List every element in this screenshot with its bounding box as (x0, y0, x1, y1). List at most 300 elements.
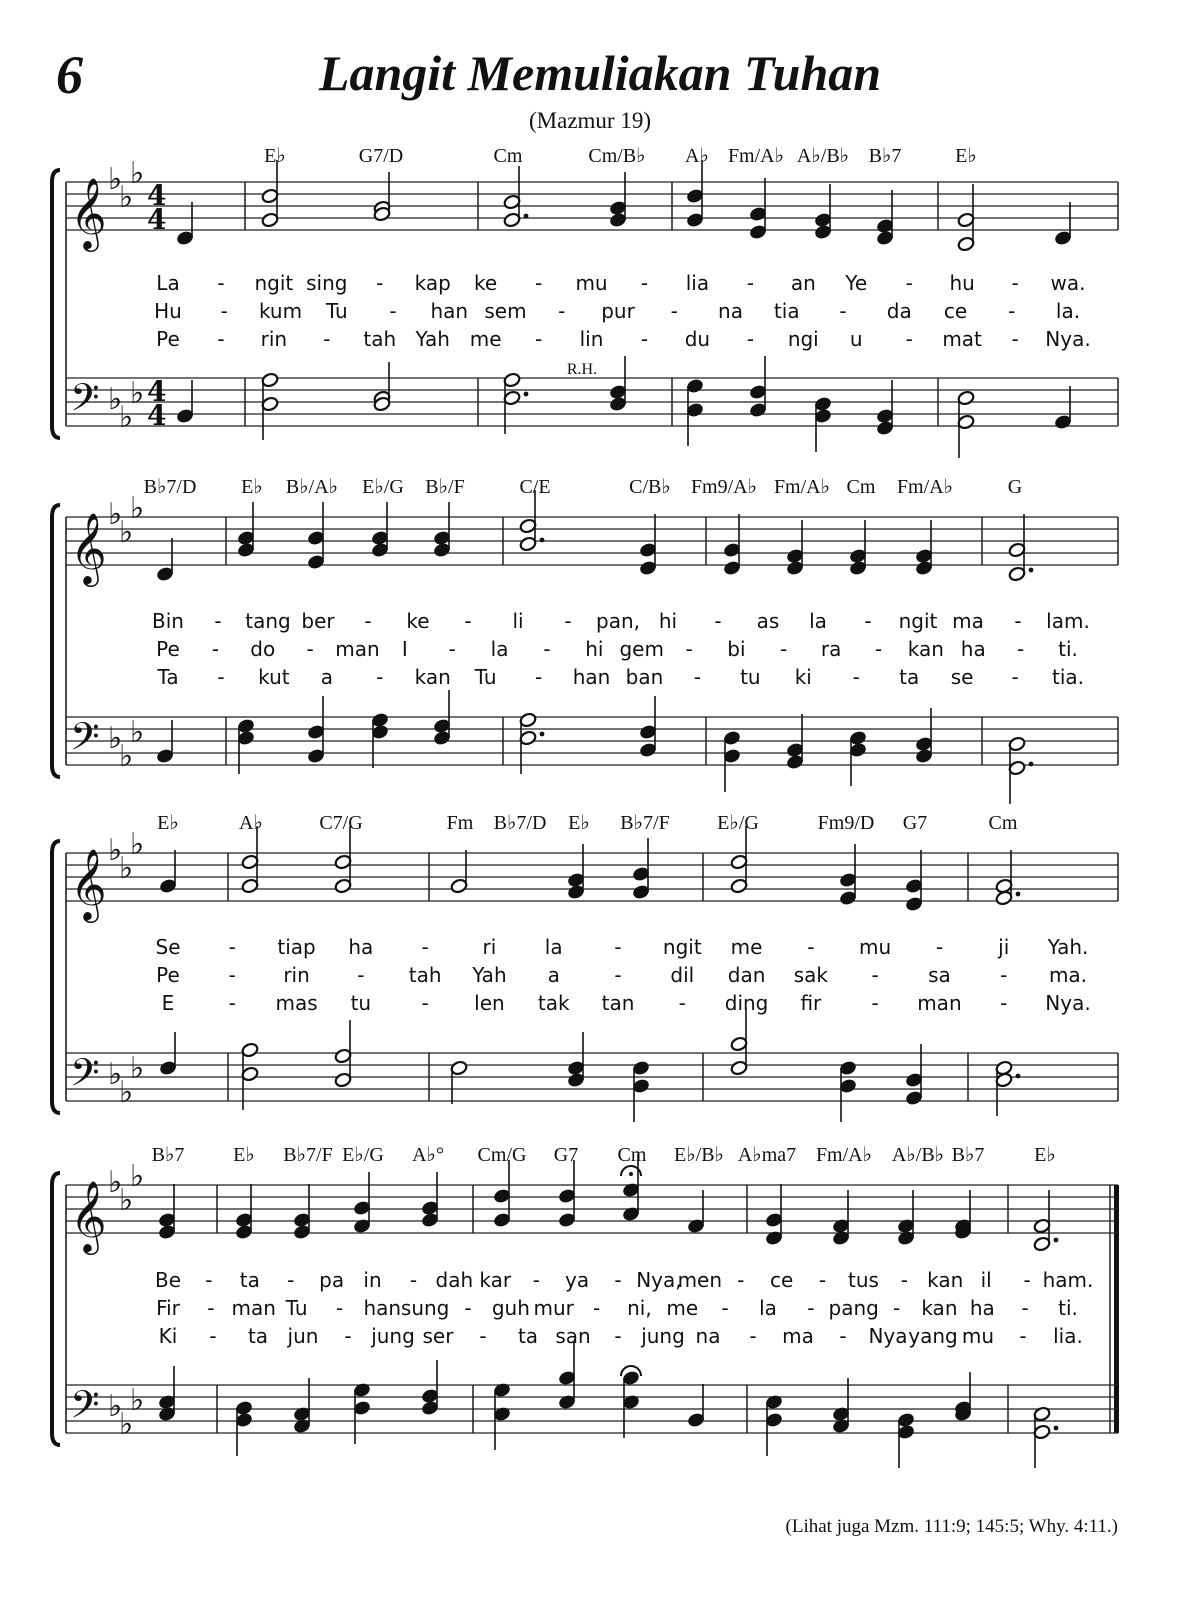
syllable-hyphen: - (892, 1296, 901, 1320)
chord-symbol: E♭/G (717, 812, 759, 834)
flat-icon: ♭ (108, 721, 123, 756)
lyric-syllable: hu (949, 271, 975, 295)
syllable-hyphen: - (714, 609, 722, 633)
syllable-hyphen: - (874, 637, 883, 661)
flat-icon: ♭ (119, 1407, 134, 1442)
bass-staff-2 (66, 690, 1118, 804)
syllable-hyphen: - (534, 327, 543, 351)
flat-icon: ♭ (108, 162, 123, 197)
dot (540, 732, 545, 737)
lyric-syllable: jung (641, 1324, 685, 1348)
lyric-syllable: mas (275, 991, 318, 1015)
chord-symbol: Cm/B♭ (588, 145, 646, 167)
flat-icon: ♭ (108, 382, 123, 417)
lyric-syllable: wa. (1050, 271, 1086, 295)
lyric-syllable: tu (350, 991, 372, 1015)
lyric-syllable: ta (239, 1268, 260, 1292)
syllable-hyphen: - (306, 637, 314, 661)
lyric-syllable: jung (371, 1324, 415, 1348)
chord-symbol: Fm/A♭ (896, 476, 954, 498)
system-bracket (52, 841, 60, 1113)
syllable-hyphen: - (864, 609, 872, 633)
syllable-hyphen: - (323, 327, 331, 351)
chord-symbol: C7/G (319, 812, 363, 834)
syllable-hyphen: - (905, 327, 913, 351)
syllable-hyphen: - (900, 1268, 908, 1292)
syllable-hyphen: - (614, 963, 622, 987)
chord-symbol: B♭7/F (283, 1144, 333, 1166)
syllable-hyphen: - (737, 1268, 745, 1292)
chord-symbol: Fm9/A♭ (690, 476, 758, 498)
chord-symbol: E♭ (241, 476, 263, 498)
lyric-syllable: na (695, 1324, 721, 1348)
lyric-syllable: pang (828, 1296, 879, 1320)
chord-symbol: B♭7 (951, 1144, 985, 1166)
lyric-syllable: tus (847, 1268, 879, 1292)
system-4 (52, 1144, 1119, 1445)
lyrics-verse-1 (155, 1268, 1093, 1292)
lyric-syllable: man (917, 991, 962, 1015)
lyric-syllable: men (677, 1268, 723, 1292)
lyrics-verse-3 (156, 665, 1084, 689)
lyrics-verse-1 (156, 935, 1089, 959)
chord-symbol: Fm/A♭ (815, 1144, 873, 1166)
chord-symbol: E♭ (233, 1144, 255, 1166)
chord-symbol: B♭/A♭ (285, 476, 339, 498)
lyric-syllable: la (544, 935, 563, 959)
treble-clef-icon: 𝄞 (70, 847, 107, 920)
dot (1029, 762, 1034, 767)
chord-symbol: B♭/F (425, 476, 465, 498)
lyric-syllable: ce (769, 1268, 794, 1292)
lyric-syllable: bi (727, 637, 746, 661)
syllable-hyphen: - (1000, 963, 1008, 987)
chord-symbol: G (1007, 476, 1023, 498)
syllable-hyphen: - (344, 1324, 352, 1348)
chord-symbol: A♭ (685, 145, 709, 167)
lyric-syllable: I (401, 637, 408, 661)
treble-clef-icon: 𝄞 (70, 511, 107, 584)
chord-symbol: E♭ (568, 812, 590, 834)
lyric-syllable: kan (414, 665, 451, 689)
lyric-syllable: ham. (1042, 1268, 1094, 1292)
treble-staff-4 (66, 1154, 1118, 1255)
fermata-dot (629, 1372, 633, 1376)
lyric-syllable: li (512, 609, 524, 633)
hymn-subtitle: (Mazmur 19) (529, 108, 651, 133)
flat-icon: ♭ (119, 180, 134, 215)
lyric-syllable: dan (727, 963, 766, 987)
lyric-syllable: Be (154, 1268, 182, 1292)
lyric-syllable: tan (601, 991, 635, 1015)
dot (1016, 1074, 1021, 1079)
lyric-syllable: tia (773, 299, 800, 323)
lyric-syllable: Bin (152, 609, 184, 633)
lyrics-verse-1 (152, 609, 1090, 633)
syllable-hyphen: - (220, 299, 228, 323)
syllable-hyphen: - (871, 991, 879, 1015)
lyric-syllable: do (250, 637, 276, 661)
lyric-syllable: Nya, (636, 1268, 682, 1292)
syllable-hyphen: - (1008, 299, 1016, 323)
lyric-syllable: ngit (898, 609, 938, 633)
lyric-syllable: lia. (1053, 1324, 1083, 1348)
flat-icon: ♭ (108, 497, 123, 532)
syllable-hyphen: - (721, 1296, 729, 1320)
system-2 (52, 476, 1118, 777)
lyric-syllable: as (756, 609, 780, 633)
syllable-hyphen: - (534, 665, 543, 689)
lyric-syllable: gem (619, 637, 664, 661)
lyric-syllable: Ye (845, 271, 868, 295)
syllable-hyphen: - (818, 1268, 827, 1292)
lyric-syllable: guh (491, 1296, 530, 1320)
chord-symbol: G7 (902, 812, 928, 834)
bass-staff-3 (66, 1008, 1118, 1122)
lyric-syllable: ra (820, 637, 842, 661)
lyric-syllable: ban (625, 665, 664, 689)
lyric-syllable: me (730, 935, 763, 959)
chord-symbol: E♭/G (342, 1144, 384, 1166)
lyric-syllable: Ki (158, 1324, 178, 1348)
syllable-hyphen: - (532, 1268, 540, 1292)
syllable-hyphen: - (1000, 991, 1008, 1015)
syllable-hyphen: - (217, 327, 225, 351)
flat-icon: ♭ (130, 827, 145, 862)
lyric-syllable: ji (998, 935, 1010, 959)
dot (524, 214, 529, 219)
bass-clef-icon: 𝄢 (70, 1382, 100, 1436)
dot (1054, 1238, 1059, 1243)
lyric-syllable: Se (155, 935, 181, 959)
syllable-hyphen: - (376, 665, 384, 689)
lyric-syllable: Hu (154, 299, 182, 323)
lyric-syllable: ber (301, 609, 335, 633)
syllable-hyphen: - (640, 271, 649, 295)
syllable-hyphen: - (614, 1268, 622, 1292)
syllable-hyphen: - (209, 1324, 217, 1348)
lyric-syllable: pan, (596, 609, 640, 633)
syllable-hyphen: - (614, 935, 622, 959)
dot (524, 392, 529, 397)
lyrics-verse-3 (159, 1324, 1083, 1348)
lyric-syllable: ta (247, 1324, 269, 1348)
lyric-syllable: dah (435, 1268, 474, 1292)
chord-symbol: Cm (617, 1144, 647, 1166)
chord-symbol: Fm (446, 812, 474, 834)
lyric-syllable: ha (960, 637, 986, 661)
syllable-hyphen: - (693, 665, 702, 689)
lyrics-verse-2 (156, 963, 1087, 987)
syllable-hyphen: - (335, 1296, 344, 1320)
syllable-hyphen: - (614, 1324, 622, 1348)
lyric-syllable: tu (740, 665, 761, 689)
lyric-syllable: ngi (787, 327, 819, 351)
lyric-syllable: han (572, 665, 611, 689)
chord-symbol: C/B♭ (629, 476, 671, 498)
system-bracket (52, 1173, 60, 1445)
lyric-syllable: han (363, 1296, 402, 1320)
syllable-hyphen: - (564, 609, 572, 633)
lyrics-verse-2 (154, 299, 1080, 323)
flat-icon: ♭ (119, 739, 134, 774)
lyric-syllable: in (363, 1268, 382, 1292)
lyric-syllable: mur (533, 1296, 574, 1320)
chord-symbol: E♭/B♭ (674, 1144, 724, 1166)
flat-icon: ♭ (130, 1159, 145, 1194)
syllable-hyphen: - (464, 1296, 472, 1320)
lyrics-verse-2 (156, 637, 1078, 661)
dot (1029, 568, 1034, 573)
lyric-syllable: ta (517, 1324, 539, 1348)
lyric-syllable: me (469, 327, 502, 351)
chord-symbol: B♭7/D (143, 476, 197, 498)
syllable-hyphen: - (543, 637, 551, 661)
hymn-title: Langit Memuliakan Tuhan (318, 45, 882, 101)
syllable-hyphen: - (807, 1296, 815, 1320)
syllable-hyphen: - (746, 271, 754, 295)
right-hand-marking: R.H. (566, 361, 598, 378)
syllable-hyphen: - (205, 1268, 213, 1292)
lyric-syllable: lin (579, 327, 604, 351)
lyric-syllable: u (849, 327, 863, 351)
syllable-hyphen: - (558, 299, 566, 323)
lyric-syllable: han (430, 299, 469, 323)
lyric-syllable: ya (565, 1268, 590, 1292)
syllable-hyphen: - (479, 1324, 487, 1348)
flat-icon: ♭ (130, 1051, 145, 1086)
lyric-syllable: Yah (415, 327, 450, 351)
chord-symbol: Fm/A♭ (773, 476, 831, 498)
lyric-syllable: ke (474, 271, 498, 295)
chord-symbol: B♭7 (151, 1144, 185, 1166)
lyric-syllable: tiap (277, 935, 316, 959)
chord-symbol: Cm (988, 812, 1018, 834)
lyric-syllable: Nya (868, 1324, 908, 1348)
lyric-syllable: ki (794, 665, 812, 689)
system-1 (52, 145, 1118, 438)
lyric-syllable: Nya. (1045, 991, 1091, 1015)
lyric-syllable: la (490, 637, 509, 661)
chord-symbol: A♭/B♭ (891, 1144, 945, 1166)
syllable-hyphen: - (807, 935, 815, 959)
chord-symbol: A♭ (239, 812, 263, 834)
flat-icon: ♭ (108, 1057, 123, 1092)
flat-icon: ♭ (119, 1183, 134, 1218)
time-signature-top: 4 (147, 375, 167, 408)
chord-symbol: B♭7/F (620, 812, 670, 834)
syllable-hyphen: - (905, 271, 913, 295)
system-3 (52, 812, 1118, 1113)
syllable-hyphen: - (448, 637, 456, 661)
lyric-syllable: Fir (156, 1296, 180, 1320)
lyric-syllable: a (320, 665, 333, 689)
syllable-hyphen: - (211, 637, 219, 661)
lyric-syllable: ding (724, 991, 769, 1015)
system-bracket (52, 505, 60, 777)
lyric-syllable: Nya. (1045, 327, 1091, 351)
flat-icon: ♭ (108, 1165, 123, 1200)
lyric-syllable: la (809, 609, 827, 633)
lyric-syllable: kar (479, 1268, 512, 1292)
lyric-syllable: se (950, 665, 974, 689)
lyric-syllable: me (666, 1296, 699, 1320)
chord-symbol: A♭/B♭ (796, 145, 850, 167)
lyric-syllable: mu (961, 1324, 995, 1348)
lyric-syllable: il (980, 1268, 992, 1292)
lyric-syllable: ma. (1048, 963, 1088, 987)
lyric-syllable: jun (287, 1324, 319, 1348)
lyric-syllable: ti. (1058, 1296, 1078, 1320)
flat-icon: ♭ (119, 1075, 134, 1110)
flat-icon: ♭ (130, 1383, 145, 1418)
lyric-syllable: ke (406, 609, 430, 633)
lyric-syllable: ser (422, 1324, 454, 1348)
lyric-syllable: an (790, 271, 816, 295)
lyric-syllable: mu (575, 271, 608, 295)
lyric-syllable: la (759, 1296, 777, 1320)
syllable-hyphen: - (421, 991, 429, 1015)
lyric-syllable: ta (899, 665, 920, 689)
lyric-syllable: a (547, 963, 560, 987)
chord-symbol: Cm (493, 145, 523, 167)
bass-clef-icon: 𝄢 (70, 714, 100, 768)
syllable-hyphen: - (214, 609, 222, 633)
syllable-hyphen: - (678, 991, 686, 1015)
lyric-syllable: lam. (1046, 609, 1090, 633)
lyric-syllable: Pe (156, 327, 180, 351)
syllable-hyphen: - (228, 935, 236, 959)
syllable-hyphen: - (207, 1296, 215, 1320)
syllable-hyphen: - (839, 1324, 847, 1348)
syllable-hyphen: - (217, 665, 225, 689)
flat-icon: ♭ (119, 400, 134, 435)
lyric-syllable: ngit (662, 935, 702, 959)
bass-staff-4 (66, 1342, 1118, 1468)
lyric-syllable: sing (306, 271, 348, 295)
lyric-syllable: san (555, 1324, 591, 1348)
syllable-hyphen: - (464, 609, 472, 633)
lyric-syllable: Tu (285, 1296, 308, 1320)
lyric-syllable: kut (258, 665, 290, 689)
lyric-syllable: ngit (254, 271, 294, 295)
chord-symbol: C/E (519, 476, 551, 498)
dot (1054, 1426, 1059, 1431)
lyric-syllable: fir (800, 991, 822, 1015)
lyric-syllable: tah (363, 327, 397, 351)
flat-icon: ♭ (130, 156, 145, 191)
lyric-syllable: ni, (627, 1296, 652, 1320)
lyric-syllable: rin (260, 327, 288, 351)
lyrics-verse-3 (156, 327, 1091, 351)
lyric-syllable: la. (1055, 299, 1081, 323)
lyric-syllable: sung (400, 1296, 450, 1320)
lyric-syllable: kap (414, 271, 451, 295)
flat-icon: ♭ (130, 376, 145, 411)
lyric-syllable: lia (685, 271, 710, 295)
lyric-syllable: Yah. (1047, 935, 1089, 959)
lyric-syllable: rin (283, 963, 310, 987)
chord-symbol: Cm/G (477, 1144, 527, 1166)
dot (1016, 892, 1021, 897)
syllable-hyphen: - (228, 991, 236, 1015)
lyric-syllable: tia. (1051, 665, 1085, 689)
flat-icon: ♭ (108, 1389, 123, 1424)
syllable-hyphen: - (364, 609, 372, 633)
chord-symbol: A♭ma7 (737, 1144, 797, 1166)
lyrics-verse-1 (156, 271, 1085, 295)
flat-icon: ♭ (108, 833, 123, 868)
chord-symbol: E♭/G (362, 476, 404, 498)
lyric-syllable: man (335, 637, 380, 661)
lyric-syllable: E (161, 991, 175, 1015)
syllable-hyphen: - (228, 963, 236, 987)
treble-clef-icon: 𝄞 (70, 176, 107, 249)
syllable-hyphen: - (1011, 665, 1019, 689)
lyric-syllable: len (474, 991, 505, 1015)
chord-symbol: Fm9/D (817, 812, 875, 834)
bass-clef-icon: 𝄢 (70, 375, 100, 429)
syllable-hyphen: - (1023, 1268, 1031, 1292)
lyric-syllable: hi (585, 637, 604, 661)
syllable-hyphen: - (287, 1268, 295, 1292)
lyric-syllable: tah (408, 963, 442, 987)
bass-clef-icon: 𝄢 (70, 1050, 100, 1104)
dot (540, 538, 545, 543)
hymn-number: 6 (56, 45, 83, 105)
lyric-syllable: ma (952, 609, 984, 633)
lyric-syllable: mat (942, 327, 982, 351)
treble-staff-1 (66, 156, 1118, 252)
chord-symbol: G7 (553, 1144, 579, 1166)
syllable-hyphen: - (780, 637, 788, 661)
lyric-syllable: pur (601, 299, 635, 323)
lyric-syllable: hi (658, 609, 678, 633)
lyric-syllable: man (231, 1296, 276, 1320)
lyric-syllable: da (886, 299, 912, 323)
lyric-syllable: dil (670, 963, 695, 987)
lyric-syllable: ri (482, 935, 497, 959)
lyric-syllable: sem (484, 299, 527, 323)
syllable-hyphen: - (1011, 327, 1019, 351)
syllable-hyphen: - (357, 963, 365, 987)
chord-symbol: Fm/A♭ (727, 145, 785, 167)
syllable-hyphen: - (376, 271, 384, 295)
lyric-syllable: kum (258, 299, 303, 323)
chord-symbol: B♭7 (868, 145, 902, 167)
time-signature-top: 4 (147, 179, 167, 212)
syllable-hyphen: - (1019, 1324, 1027, 1348)
treble-staff-3 (66, 826, 1118, 923)
syllable-hyphen: - (592, 1296, 601, 1320)
final-barline-thick (1114, 1185, 1119, 1433)
lyric-syllable: ma (782, 1324, 814, 1348)
syllable-hyphen: - (852, 665, 860, 689)
lyric-syllable: tak (537, 991, 570, 1015)
syllable-hyphen: - (670, 299, 678, 323)
flat-icon: ♭ (130, 491, 145, 526)
lyric-syllable: tang (245, 609, 291, 633)
syllable-hyphen: - (1017, 637, 1025, 661)
syllable-hyphen: - (421, 935, 429, 959)
syllable-hyphen: - (640, 327, 649, 351)
lyric-syllable: kan (907, 637, 944, 661)
treble-clef-icon: 𝄞 (70, 1179, 107, 1252)
syllable-hyphen: - (871, 963, 879, 987)
lyric-syllable: ti. (1058, 637, 1078, 661)
syllable-hyphen: - (935, 935, 944, 959)
chord-symbol: E♭ (157, 812, 179, 834)
